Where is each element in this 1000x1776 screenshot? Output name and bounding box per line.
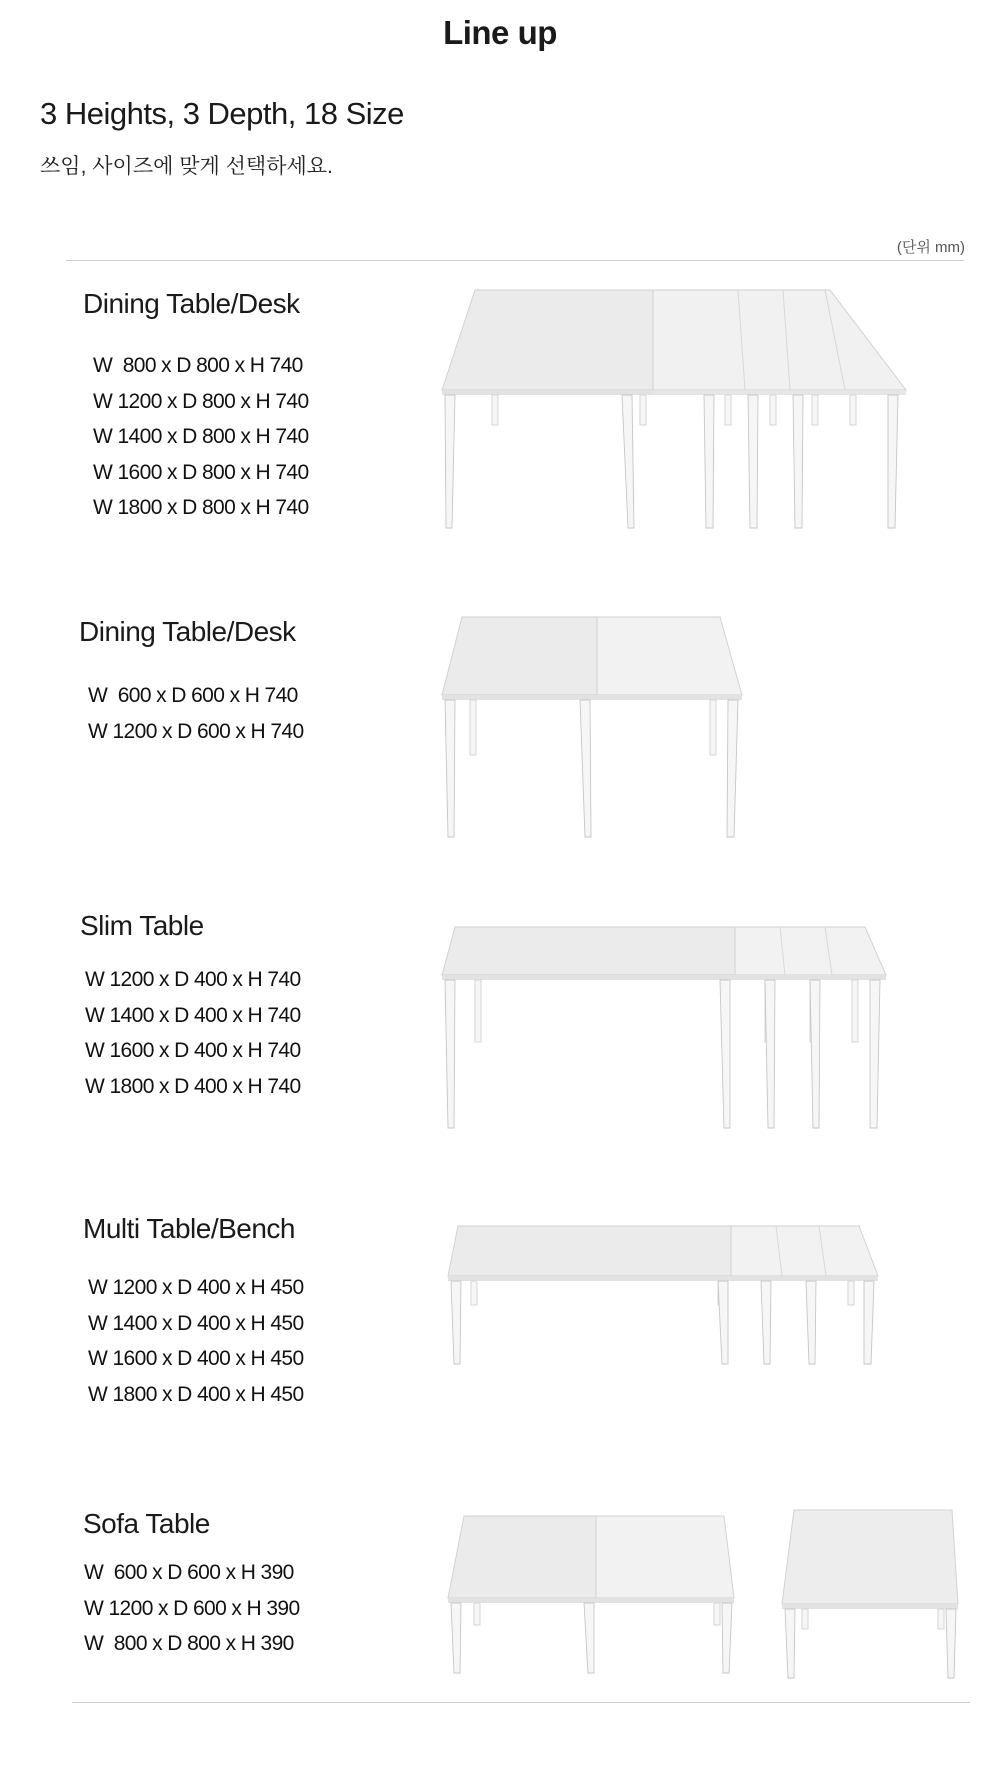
page-title: Line up xyxy=(443,14,557,51)
table-lineup-illustration xyxy=(440,925,900,1135)
table-lineup-illustration xyxy=(446,1508,966,1688)
table-lineup-illustration xyxy=(446,1224,886,1374)
unit-note: (단위 mm) xyxy=(896,239,965,256)
section-title: Multi Table/Bench xyxy=(83,1213,295,1244)
size-list xyxy=(84,1555,300,1662)
size-item: W 1200 x D 400 x H 740 xyxy=(85,968,301,991)
size-item: W 1600 x D 800 x H 740 xyxy=(93,460,309,484)
size-item: W 1200 x D 600 x H 390 xyxy=(84,1596,300,1620)
size-item: W 1400 x D 800 x H 740 xyxy=(93,425,309,448)
section-title: Sofa Table xyxy=(83,1508,210,1539)
size-list xyxy=(88,1270,304,1412)
size-item: W 600 x D 600 x H 390 xyxy=(84,1561,294,1584)
size-item: W 1400 x D 400 x H 740 xyxy=(85,1003,301,1027)
size-item: W 1800 x D 800 x H 740 xyxy=(93,496,309,519)
divider-top xyxy=(66,260,964,261)
subline: 쓰임, 사이즈에 맞게 선택하세요. xyxy=(40,155,333,178)
size-list xyxy=(93,348,309,526)
size-item: W 1600 x D 400 x H 450 xyxy=(88,1347,304,1370)
size-item: W 1600 x D 400 x H 740 xyxy=(85,1039,301,1062)
divider-bottom xyxy=(72,1702,970,1703)
size-item: W 600 x D 600 x H 740 xyxy=(88,684,298,707)
table-lineup-illustration xyxy=(440,615,760,845)
size-item: W 1200 x D 800 x H 740 xyxy=(93,389,309,413)
section-title: Slim Table xyxy=(80,910,204,941)
section-title: Dining Table/Desk xyxy=(79,616,296,647)
size-item: W 800 x D 800 x H 740 xyxy=(93,354,303,377)
size-item: W 1800 x D 400 x H 740 xyxy=(85,1074,301,1098)
size-item: W 1800 x D 400 x H 450 xyxy=(88,1382,304,1406)
size-item: W 1200 x D 400 x H 450 xyxy=(88,1276,304,1299)
size-item: W 1400 x D 400 x H 450 xyxy=(88,1311,304,1335)
size-item: W 1200 x D 600 x H 740 xyxy=(88,719,304,743)
headline: 3 Heights, 3 Depth, 18 Size xyxy=(40,96,404,131)
size-item: W 800 x D 800 x H 390 xyxy=(84,1632,294,1655)
table-lineup-illustration xyxy=(440,288,910,548)
size-list xyxy=(85,962,301,1104)
size-list xyxy=(88,678,304,749)
section-title: Dining Table/Desk xyxy=(83,288,300,319)
